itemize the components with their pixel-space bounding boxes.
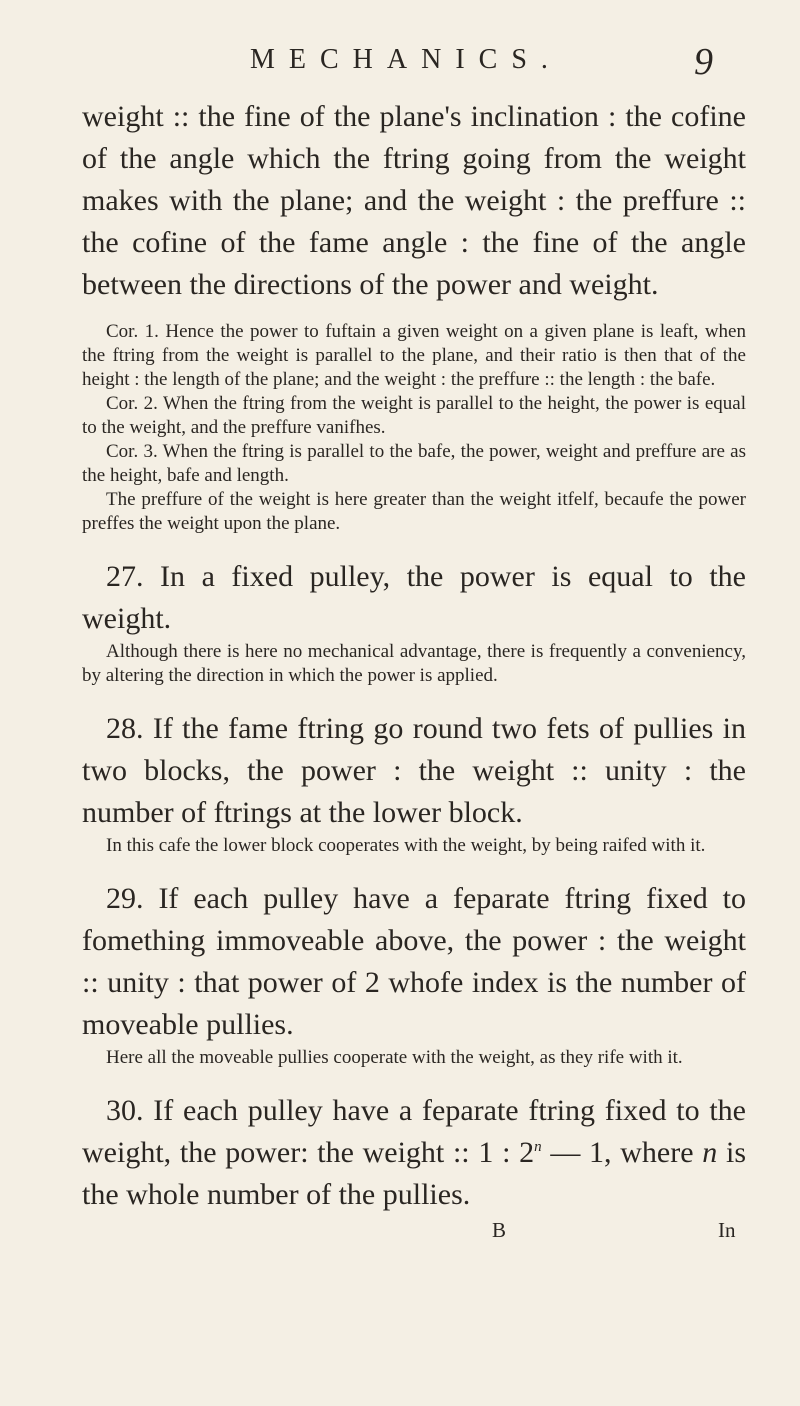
proposition-30: 30. If each pulley have a feparate ftring fixed to the weight, the power: the weight :: 1 : 2$^n$ — 1, where n is the whole number of the pullies. bbox=[82, 1094, 746, 1211]
note-28: In this cafe the lower block cooperates with the weight, by being raifed with it. bbox=[106, 835, 706, 856]
proposition-28: 28. If the fame ftring go round two fets of pullies in two blocks, the power : the weight :: unity : the number of ftrings at the lower block. bbox=[82, 712, 746, 829]
signature-mark: B bbox=[492, 1218, 507, 1242]
note-pressure: The preffure of the weight is here greater than the weight itfelf, becaufe the power preffes the weight upon the plane. bbox=[82, 489, 746, 534]
running-title: MECHANICS. bbox=[250, 44, 562, 75]
corollary-1: Cor. 1. Hence the power to fuftain a given weight on a given plane is leaft, when the ftring from the weight is parallel to the plane, and their ratio is then that of the height : the length of the plane; and the weight : the preffure :: the length : the bafe. bbox=[82, 321, 746, 390]
corollary-3: Cor. 3. When the ftring is parallel to the bafe, the power, weight and preffure are as the height, bafe and length. bbox=[82, 441, 746, 486]
catchword: In bbox=[718, 1218, 736, 1242]
page-footer bbox=[82, 1218, 746, 1242]
page-header bbox=[0, 34, 800, 94]
note-27: Although there is here no mechanical advantage, there is frequently a conveniency, by altering the direction in which the power is applied. bbox=[82, 641, 746, 686]
proposition-27: 27. In a fixed pulley, the power is equal to the weight. bbox=[82, 560, 746, 635]
corollary-2: Cor. 2. When the ftring from the weight is parallel to the height, the power is equal to the weight, and the preffure vanifhes. bbox=[82, 393, 746, 438]
proposition-29: 29. If each pulley have a feparate ftring fixed to fomething immoveable above, the power : the weight :: unity : that power of 2 whofe index is the number of moveable pullies. bbox=[82, 882, 746, 1041]
page-number: 9 bbox=[694, 41, 713, 83]
note-29: Here all the moveable pullies cooperate with the weight, as they rife with it. bbox=[106, 1047, 683, 1068]
page-body bbox=[82, 96, 746, 1242]
paragraph-continuation: weight :: the fine of the plane's inclination : the cofine of the angle which the ftring going from the weight makes with the plane; and the weight : the preffure :: the cofine of the fame angle : the fine of the angle between the directions of the power and weight. bbox=[82, 100, 746, 301]
